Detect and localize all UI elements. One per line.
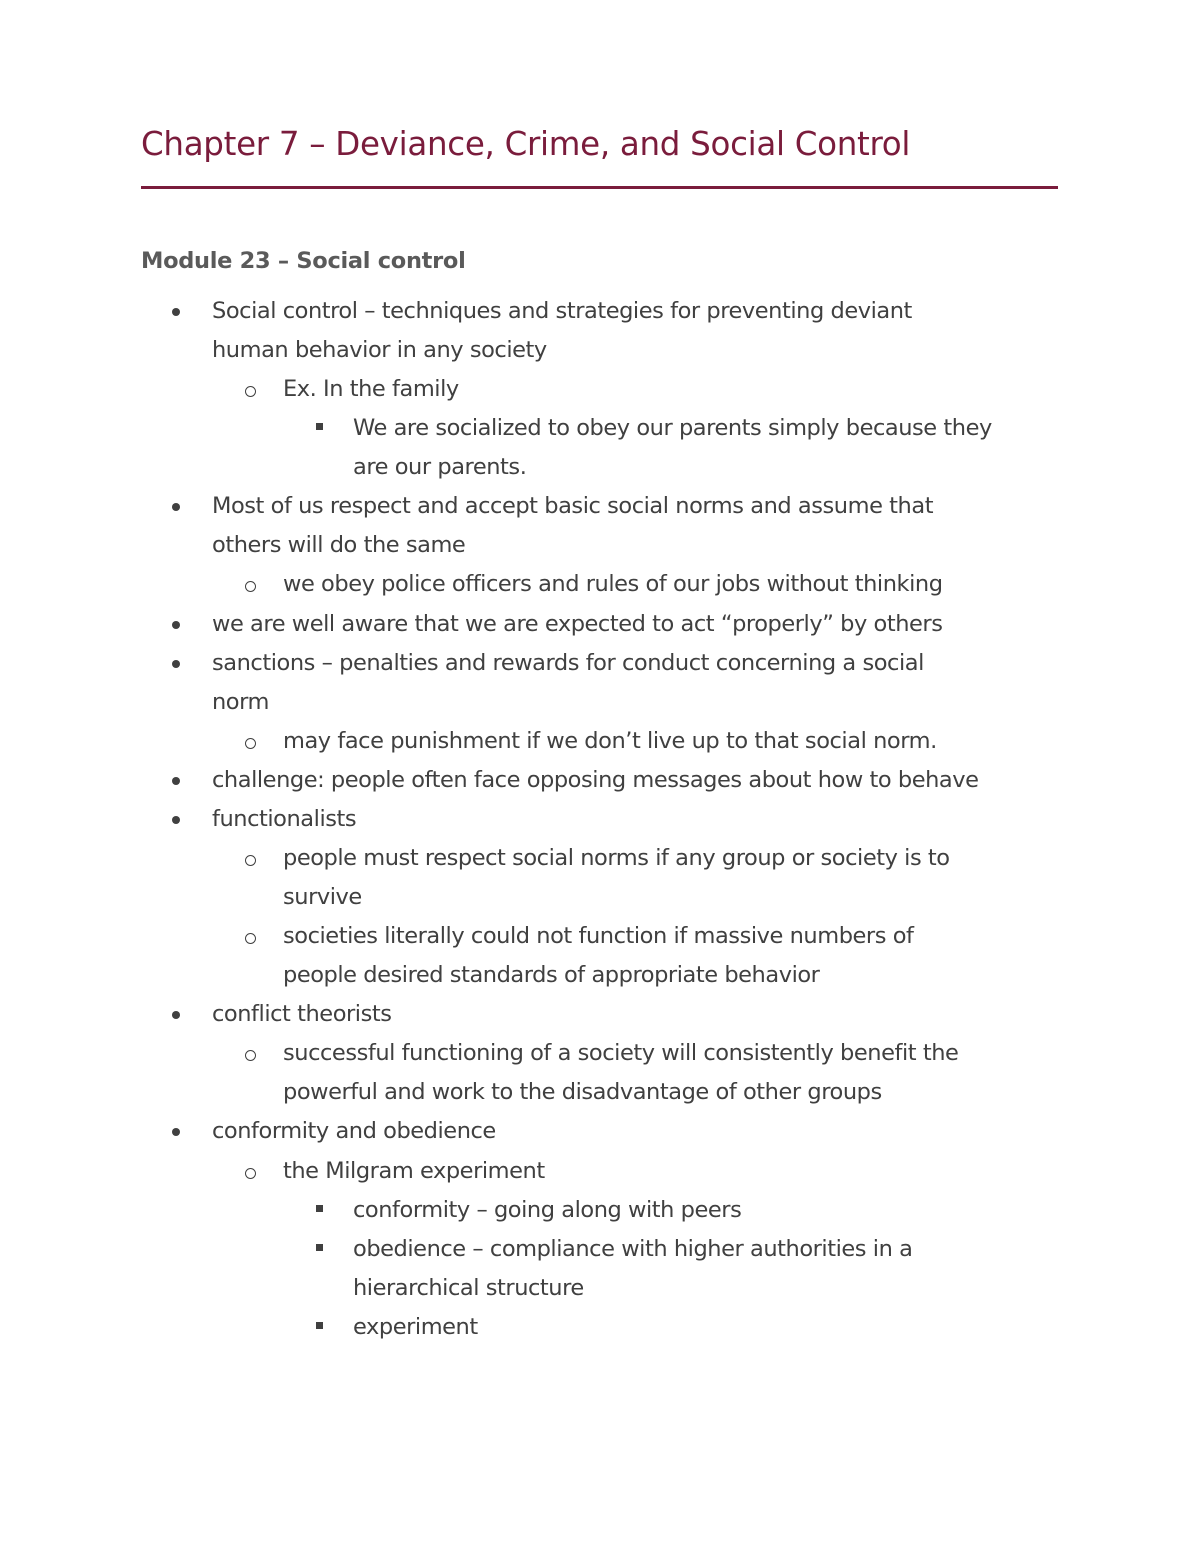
list-item-text: conformity – going along with peers [353, 1197, 742, 1223]
list-item-text: societies literally could not function if massive numbers of [283, 923, 914, 949]
bullet-marker [136, 1191, 376, 1230]
bullet-dot-icon [172, 816, 180, 824]
list-item-text: human behavior in any society [212, 337, 547, 363]
list-item-text: conflict theorists [212, 1001, 392, 1027]
list-item-text: successful functioning of a society will consistently benefit the [283, 1040, 959, 1066]
bullet-dot-icon [172, 1011, 180, 1019]
bullet-dot-icon [172, 1128, 180, 1136]
list-item-text: functionalists [212, 806, 357, 832]
list-item-text: the Milgram experiment [283, 1158, 545, 1184]
list-item-text: people must respect social norms if any group or society is to [283, 845, 950, 871]
list-item-text: obedience – compliance with higher authorities in a [353, 1236, 913, 1262]
list-item-text: others will do the same [212, 532, 466, 558]
bullet-circle-icon [245, 386, 256, 397]
bullet-dot-icon [172, 660, 180, 668]
bullet-marker [136, 1230, 376, 1269]
bullet-circle-icon [245, 581, 256, 592]
list-item-text: challenge: people often face opposing messages about how to behave [212, 767, 979, 793]
bullet-dot-icon [172, 777, 180, 785]
bullet-square-icon [316, 1244, 323, 1251]
list-item-text: we are well aware that we are expected to act “properly” by others [212, 611, 943, 637]
list-item-text: experiment [353, 1314, 478, 1340]
list-item-text: we obey police officers and rules of our jobs without thinking [283, 571, 943, 597]
page-title: Chapter 7 – Deviance, Crime, and Social Control [141, 125, 911, 163]
bullet-circle-icon [245, 738, 256, 749]
list-item-text: may face punishment if we don’t live up to that social norm. [283, 728, 937, 754]
list-item-text: survive [283, 884, 362, 910]
bullet-circle-icon [245, 933, 256, 944]
list-item-text: sanctions – penalties and rewards for conduct concerning a social [212, 650, 924, 676]
title-rule [141, 186, 1058, 189]
list-item-text: norm [212, 689, 269, 715]
list-item-text: Social control – techniques and strategies for preventing deviant [212, 298, 912, 324]
bullet-square-icon [316, 1205, 323, 1212]
list-item-text: conformity and obedience [212, 1118, 496, 1144]
bullet-dot-icon [172, 308, 180, 316]
module-heading: Module 23 – Social control [141, 248, 466, 274]
bullet-marker [136, 1308, 376, 1347]
list-item-text: Ex. In the family [283, 376, 459, 402]
list-item-text: Most of us respect and accept basic social norms and assume that [212, 493, 934, 519]
list-item-text: We are socialized to obey our parents simply because they [353, 415, 992, 441]
bullet-marker [136, 409, 376, 448]
list-item-text: hierarchical structure [353, 1275, 584, 1301]
list-item-text: are our parents. [353, 454, 527, 480]
bullet-circle-icon [245, 1168, 256, 1179]
bullet-dot-icon [172, 503, 180, 511]
bullet-dot-icon [172, 621, 180, 629]
list-item-text: people desired standards of appropriate behavior [283, 962, 820, 988]
list-item-text: powerful and work to the disadvantage of other groups [283, 1079, 882, 1105]
bullet-circle-icon [245, 855, 256, 866]
bullet-circle-icon [245, 1050, 256, 1061]
bullet-square-icon [316, 423, 323, 430]
bullet-square-icon [316, 1322, 323, 1329]
